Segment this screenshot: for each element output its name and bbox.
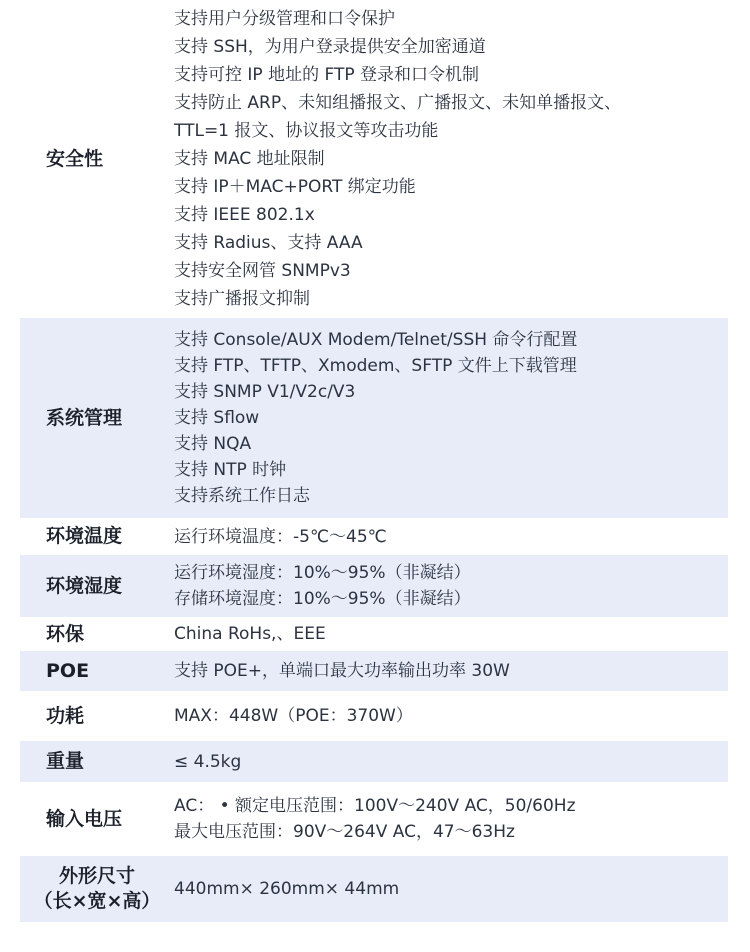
row-label	[20, 524, 174, 549]
label-line: 外形尺寸	[58, 865, 135, 887]
label-line: 系统管理	[46, 406, 123, 429]
spec-row-security	[20, 0, 728, 318]
label-line: 功耗	[46, 704, 85, 727]
row-label	[20, 704, 174, 729]
spec-row-weight	[20, 741, 728, 782]
row-label	[20, 659, 174, 684]
value-line: 支持可控 IP 地址的 FTP 登录和口令机制	[174, 65, 479, 85]
value-line: AC： • 额定电压范围：100V～240V AC，50/60Hz	[174, 796, 576, 816]
row-values	[174, 5, 728, 313]
spec-row-temperature	[20, 518, 728, 555]
spec-row-power-consumption	[20, 691, 728, 741]
value-line: 支持 IEEE 802.1x	[174, 205, 315, 225]
row-values	[174, 876, 728, 902]
value-line: 运行环境温度：-5℃～45℃	[174, 526, 387, 547]
spec-row-poe	[20, 651, 728, 691]
value-line: 支持 POE+，单端口最大功率输出功率 30W	[174, 661, 510, 681]
spec-row-humidity	[20, 555, 728, 617]
value-line: 支持 SNMP V1/V2c/V3	[174, 382, 356, 402]
row-label	[20, 622, 174, 647]
spec-table	[20, 0, 728, 922]
row-values	[174, 621, 728, 647]
label-line: 环境温度	[46, 525, 123, 547]
value-line: 支持 NQA	[174, 434, 252, 454]
row-label	[20, 147, 174, 172]
value-line: 支持安全网管 SNMPv3	[174, 261, 351, 281]
value-line: 运行环境湿度：10%～95%（非凝结）	[174, 563, 471, 583]
value-line: 支持 NTP 时钟	[174, 460, 287, 480]
value-line: 支持用户分级管理和口令保护	[174, 9, 395, 29]
label-line: POE	[46, 659, 90, 682]
row-values	[174, 327, 728, 509]
value-line: 支持 Radius、支持 AAA	[174, 233, 363, 253]
value-line: 支持 FTP、TFTP、Xmodem、SFTP 文件上下载管理	[174, 356, 577, 376]
value-line: 存储环境湿度：10%～95%（非凝结）	[174, 589, 471, 609]
spec-row-system-management	[20, 318, 728, 518]
value-line: 支持 Sflow	[174, 408, 260, 428]
value-line: 支持防止 ARP、未知组播报文、广播报文、未知单播报文、	[174, 93, 622, 113]
label-line: 安全性	[46, 147, 104, 170]
spec-row-dimensions	[20, 856, 728, 922]
value-line: China RoHs,、EEE	[174, 624, 326, 644]
value-line: MAX：448W（POE：370W）	[174, 706, 413, 726]
value-line: 支持系统工作日志	[174, 486, 310, 506]
label-line: 环保	[46, 622, 85, 645]
value-line: 支持 Console/AUX Modem/Telnet/SSH 命令行配置	[174, 330, 578, 350]
row-values	[174, 749, 728, 775]
value-line: 支持 MAC 地址限制	[174, 149, 325, 169]
label-line: 环境湿度	[46, 574, 123, 597]
row-values	[174, 793, 728, 845]
row-values	[174, 703, 728, 729]
row-label	[20, 749, 174, 774]
value-line: 支持广播报文抑制	[174, 289, 310, 309]
row-values	[174, 560, 728, 612]
value-line: TTL=1 报文、协议报文等攻击功能	[174, 121, 439, 141]
row-label	[20, 406, 174, 431]
value-line: 支持 SSH，为用户登录提供安全加密通道	[174, 37, 486, 57]
row-label	[20, 807, 174, 832]
row-label	[20, 574, 174, 599]
row-values	[174, 524, 728, 550]
spec-row-environmental	[20, 617, 728, 651]
row-values	[174, 658, 728, 684]
value-line: 440mm× 260mm× 44mm	[174, 879, 400, 899]
label-line: 重量	[46, 750, 85, 772]
label-line: 输入电压	[46, 807, 123, 830]
value-line: ≤ 4.5kg	[174, 751, 242, 772]
row-label	[20, 864, 174, 914]
value-line: 支持 IP＋MAC+PORT 绑定功能	[174, 177, 416, 197]
label-line: （长×宽×高）	[33, 890, 161, 912]
value-line: 最大电压范围：90V～264V AC，47～63Hz	[174, 822, 515, 842]
spec-row-input-voltage	[20, 782, 728, 856]
